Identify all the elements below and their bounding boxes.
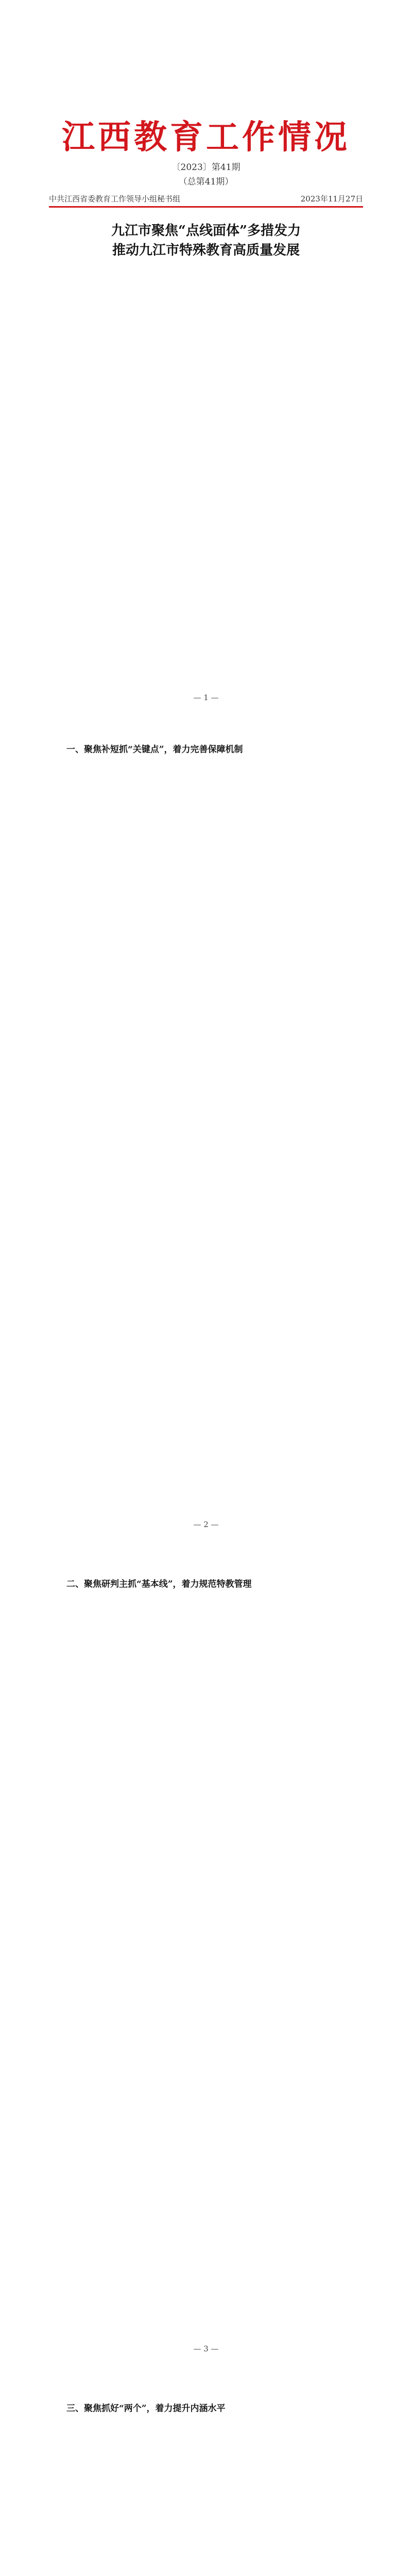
issue-date: 2023年11月27日 bbox=[300, 194, 363, 204]
body-page-3 bbox=[0, 1577, 412, 1592]
section-1-heading: 一、聚焦补短抓“关键点”，着力完善保障机制 bbox=[66, 744, 243, 755]
issue-number: 〔2023〕第41期 bbox=[171, 162, 241, 173]
article-title-line-1: 九江市聚焦“点线面体”多措发力 bbox=[111, 223, 301, 239]
header-red-rule bbox=[49, 206, 363, 208]
body-page-2 bbox=[0, 742, 412, 758]
publisher: 中共江西省委教育工作领导小组秘书组 bbox=[49, 194, 181, 204]
section-3-heading: 三、聚焦抓好“两个”，着力提升内涵水平 bbox=[66, 2403, 226, 2414]
article-title-line-2: 推动九江市特殊教育高质量发展 bbox=[112, 242, 300, 258]
body-page-4 bbox=[0, 2401, 412, 2417]
total-issue-number: （总第41期） bbox=[178, 177, 234, 187]
page-number-3: — 3 — bbox=[193, 2344, 219, 2353]
page-number-2: — 2 — bbox=[193, 1520, 219, 1529]
article-title bbox=[49, 222, 363, 260]
section-2-heading: 二、聚焦研判主抓“基本线”，着力规范特教管理 bbox=[66, 1579, 252, 1589]
page-number-1: — 1 — bbox=[193, 693, 219, 702]
info-row bbox=[49, 193, 363, 204]
masthead: 江西教育工作情况 bbox=[62, 118, 350, 157]
